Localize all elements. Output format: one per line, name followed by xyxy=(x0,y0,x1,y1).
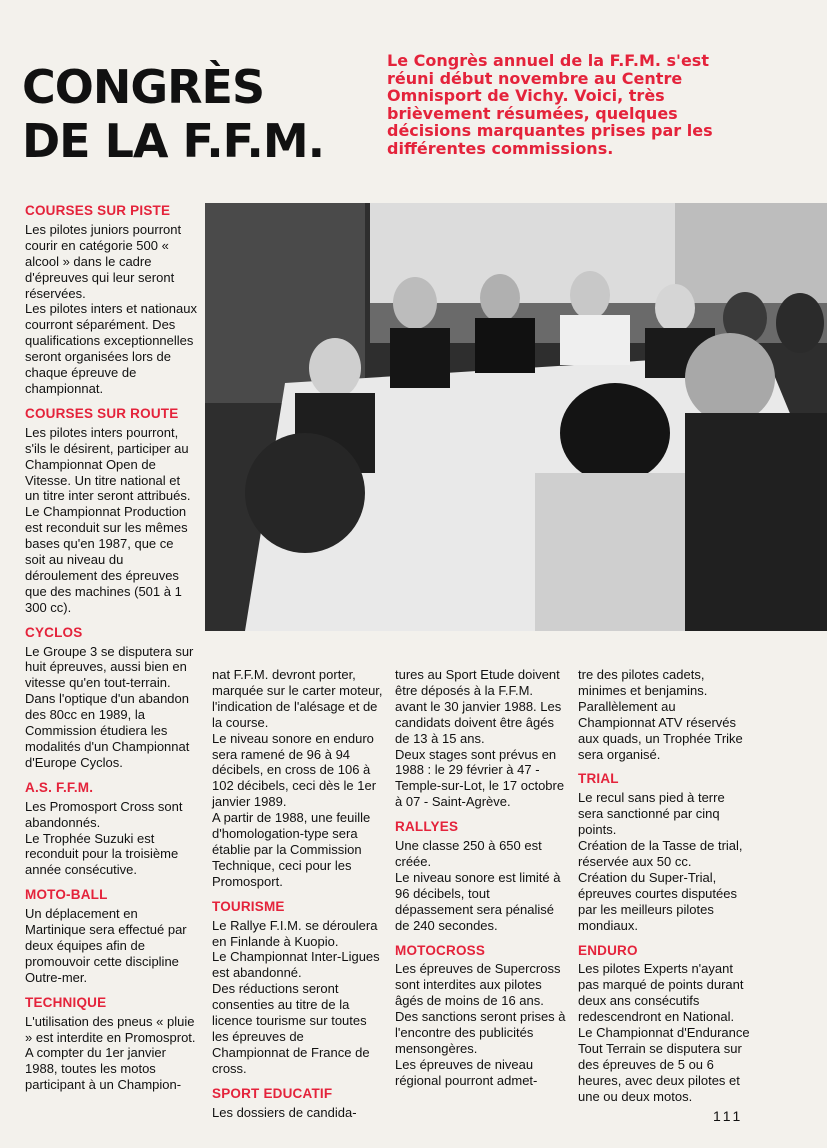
paragraph: Création du Super-Trial, épreuves courtes disputées par les meilleurs pilotes mondiaux. xyxy=(578,869,737,933)
paragraph: Des réductions seront consenties au titre de la licence tourisme sur toutes les épreuves de Championnat de France de cross. xyxy=(212,981,370,1076)
paragraph: Une classe 250 à 650 est créée. xyxy=(395,838,542,869)
paragraph: Les pilotes juniors pourront courir en catégorie 500 « alcool » dans le cadre d'épreuves qui leur seront réservées. xyxy=(25,221,182,301)
heading-moto-ball: MOTO-BALL xyxy=(25,887,108,903)
column-2 xyxy=(212,667,384,1120)
paragraph: tures au Sport Etude doivent être déposés à la F.F.M. avant le 30 janvier 1988. Les candidats doivent être âgés de 13 à 15 ans. xyxy=(395,667,562,746)
title-line-2: DE LA F.F.M. xyxy=(22,114,325,168)
title-line-1: CONGRÈS xyxy=(22,60,265,114)
paragraph: Le Championnat d'Endurance Tout Terrain se disputera sur des épreuves de 5 ou 6 heures, avec deux pilotes et une ou deux motos. xyxy=(578,1025,750,1104)
paragraph: A partir de 1988, une feuille d'homologation-type sera établie par la Commission Technique, ceci pour les Promosport. xyxy=(212,810,371,889)
column-3 xyxy=(395,667,567,1089)
paragraph: Un déplacement en Martinique sera effectué par deux équipes afin de promouvoir cette discipline Outre-mer. xyxy=(25,906,187,985)
column-4 xyxy=(578,667,750,1105)
paragraph: Parallèlement au Championnat ATV réservés aux quads, un Trophée Trike sera organisé. xyxy=(578,698,743,762)
paragraph: Le Championnat Inter-Ligues est abandonné. xyxy=(212,949,380,981)
paragraph: L'utilisation des pneus « pluie » est interdite en Promosprot. xyxy=(25,1013,196,1045)
article-title xyxy=(22,60,324,168)
heading-courses-route: COURSES SUR ROUTE xyxy=(25,405,179,421)
page-number: 111 xyxy=(713,1108,744,1124)
paragraph: Le recul sans pied à terre sera sanctionné par cinq points. xyxy=(578,790,725,838)
paragraph: Les pilotes inters et nationaux courront séparément. Des qualifications exceptionnelles seront organisées lors de chaque épreuve de championnat. xyxy=(25,301,197,396)
paragraph: Deux stages sont prévus en 1988 : le 29 février à 47 - Temple-sur-Lot, le 17 octobre à 07 - Saint-Agrève. xyxy=(395,746,565,810)
meeting-photo xyxy=(205,203,827,631)
meeting-photo-icon xyxy=(205,203,827,631)
heading-motocross: MOTOCROSS xyxy=(395,942,486,958)
paragraph: Le Rallye F.I.M. se déroulera en Finlande à Kuopio. xyxy=(212,917,378,949)
paragraph: Les Promosport Cross sont abandonnés. xyxy=(25,798,183,830)
column-1 xyxy=(25,203,197,1093)
paragraph: Les épreuves de niveau régional pourront admet- xyxy=(395,1056,538,1088)
intro-text: Le Congrès annuel de la F.F.M. s'est réuni début novembre au Centre Omnisport de Vichy. Voici, très brièvement résumées, quelques décisions marquantes prises par les différentes commissions. xyxy=(387,51,713,158)
paragraph: tre des pilotes cadets, minimes et benjamins. xyxy=(578,667,708,698)
heading-enduro: ENDURO xyxy=(578,942,638,958)
paragraph: Le Groupe 3 se disputera sur huit épreuves, aussi bien en vitesse qu'en tout-terrain. Dans l'optique d'un abandon des 80cc en 1989, la Commission étudiera les modalités d'un Championnat d'Europe Cyclos. xyxy=(25,643,194,770)
heading-cyclos: CYCLOS xyxy=(25,624,83,640)
paragraph: Le Trophée Suzuki est reconduit pour la troisième année consécutive. xyxy=(25,830,179,878)
heading-technique: TECHNIQUE xyxy=(25,994,107,1010)
paragraph: Des sanctions seront prises à l'encontre des publicités mensongères. xyxy=(395,1009,566,1056)
heading-sport-educatif: SPORT EDUCATIF xyxy=(212,1085,333,1101)
paragraph: Les épreuves de Supercross sont interdites aux pilotes âgés de moins de 16 ans. xyxy=(395,961,561,1009)
heading-rallyes: RALLYES xyxy=(395,819,459,835)
heading-tourisme: TOURISME xyxy=(212,898,285,914)
heading-trial: TRIAL xyxy=(578,771,619,787)
paragraph: Le Championnat Production est reconduit sur les mêmes bases qu'en 1987, que ce soit au niveau du déroulement des épreuves que des machines (501 à 1 300 cc). xyxy=(25,504,188,615)
paragraph: Création de la Tasse de trial, réservée aux 50 cc. xyxy=(578,838,743,869)
paragraph: Le niveau sonore est limité à 96 décibels, tout dépassement sera pénalisé de 240 secondes. xyxy=(395,869,561,933)
paragraph: Le niveau sonore en enduro sera ramené de 96 à 94 décibels, en cross de 106 à 102 décibels, ceci dès le 1er janvier 1989. xyxy=(212,730,377,810)
paragraph: Les pilotes Experts n'ayant pas marqué de points durant deux ans consécutifs redescendront en National. xyxy=(578,961,744,1025)
heading-courses-piste: COURSES SUR PISTE xyxy=(25,203,171,218)
heading-asffm: A.S. F.F.M. xyxy=(25,779,94,795)
paragraph: Les pilotes inters pourront, s'ils le désirent, participer au Championnat Open de Vitesse. Un titre national et un titre inter seront attribués. xyxy=(25,424,191,504)
paragraph: Les dossiers de candida- xyxy=(212,1104,357,1120)
paragraph: A compter du 1er janvier 1988, toutes les motos participant à un Champion- xyxy=(25,1045,182,1093)
paragraph: nat F.F.M. devront porter, marquée sur le carter moteur, l'indication de l'alésage et de la course. xyxy=(212,667,383,730)
